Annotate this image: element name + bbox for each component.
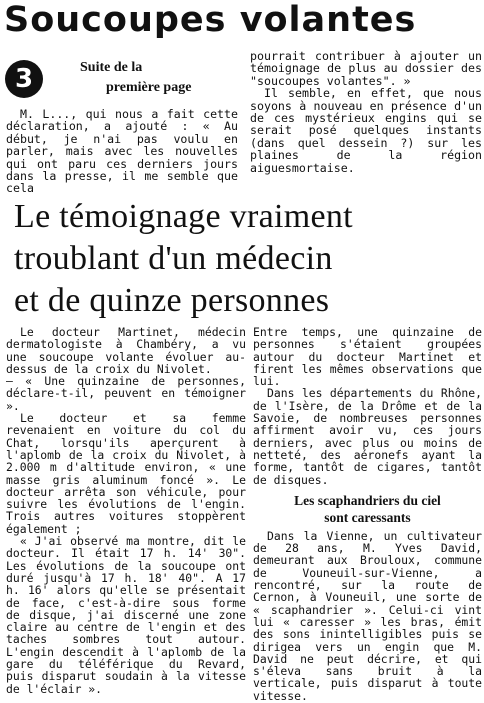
top-left-column: [6, 108, 238, 195]
top-right-column: [250, 50, 482, 174]
paragraph: — « Une quinzaine de personnes, déclare-t-il, peuvent en témoigner ».: [6, 374, 246, 413]
page-number-badge: 3: [5, 60, 43, 98]
article-title-line-1: Le témoignage vraiment: [14, 198, 353, 235]
continuation-line-2: première page: [106, 80, 192, 95]
continuation-line-1: Suite de la: [80, 60, 143, 75]
subheading: [253, 492, 482, 526]
bottom-left-column: [6, 326, 246, 695]
paragraph: Le docteur Martinet, médecin dermatologiste à Chambéry, a vu une soucoupe volante évoluer au-dessus de la croix du Nivolet.: [6, 325, 246, 376]
paragraph: Le docteur et sa femme revenaient en voiture du col du Chat, lorsqu'ils aperçurent à l'aplomb de la croix du Nivolet, à 2.000 m d'altitude environ, « une masse gris aluminum foncé ». Le docteur arrêta son véhicule, pour suivre les évolutions de l'engin. Trois autres voitures stoppèrent également ;: [6, 411, 246, 536]
subheading-line-2: sont caressants: [324, 509, 411, 525]
bottom-right-column: [253, 326, 482, 702]
article-title: [14, 196, 480, 322]
paragraph: Il semble, en effet, que nous soyons à nouveau en présence d'un de ces mystérieux engins qui se serait posé quelques instants (dans quel dessein ?) sur les plaines de la région aiguesmortaise.: [250, 86, 482, 175]
paragraph: pourrait contribuer à ajouter un témoignage de plus au dossier des "soucoupes volantes". »: [250, 49, 482, 88]
article-title-line-2: troublant d'un médecin: [14, 240, 333, 277]
paragraph: Dans la Vienne, un cultivateur de 28 ans, M. Yves David, demeurant aux Brouloux, commune de Vouneuil-sur-Vienne, a rencontré, sur la route de Cernon, à Vouneuil, une sorte de « scaphandrier ». Celui-ci vint lui « caresser » les bras, émit des sons inintelligibles puis se dirigea vers un engin que M. David ne peut décrire, et qui s'éleva sans bruit à la verticale, puis disparut à toute vitesse.: [253, 528, 482, 703]
paragraph: « J'ai observé ma montre, dit le docteur. Il était 17 h. 14' 30". Les évolutions de la soucoupe ont duré jusqu'à 17 h. 18' 40". A 17 h. 16' alors qu'elle se présentait de face, c'est-à-dire sous forme de disque, j'ai discerné une zone claire au centre de l'engin et des taches sombres tout autour. L'engin descendit à l'aplomb de la gare du téléférique du Revard, puis disparut soudain à la vitesse de l'éclair ».: [6, 534, 246, 696]
article-title-line-3: et de quinze personnes: [14, 282, 330, 319]
continuation-label: [80, 58, 191, 98]
headline: Soucoupes volantes: [4, 0, 417, 40]
subheading-line-1: Les scaphandriers du ciel: [294, 492, 441, 508]
paragraph: Dans les départements du Rhône, de l'Isère, de la Drôme et de la Savoie, de nombreuses personnes affirment avoir vu, ces jours derniers, avec plus ou moins de netteté, des aéronefs ayant la forme, tantôt de cigares, tantôt de disques.: [253, 386, 482, 487]
paragraph: Entre temps, une quinzaine de personnes s'étaient groupées autour du docteur Martinet et firent les mêmes observations que lui.: [253, 325, 482, 389]
paragraph: M. L..., qui nous a fait cette déclaration, a ajouté : « Au début, je n'ai pas voulu en parler, mais avec les nouvelles qui ont paru ces derniers jours dans la presse, il me semble que cela: [6, 107, 238, 196]
